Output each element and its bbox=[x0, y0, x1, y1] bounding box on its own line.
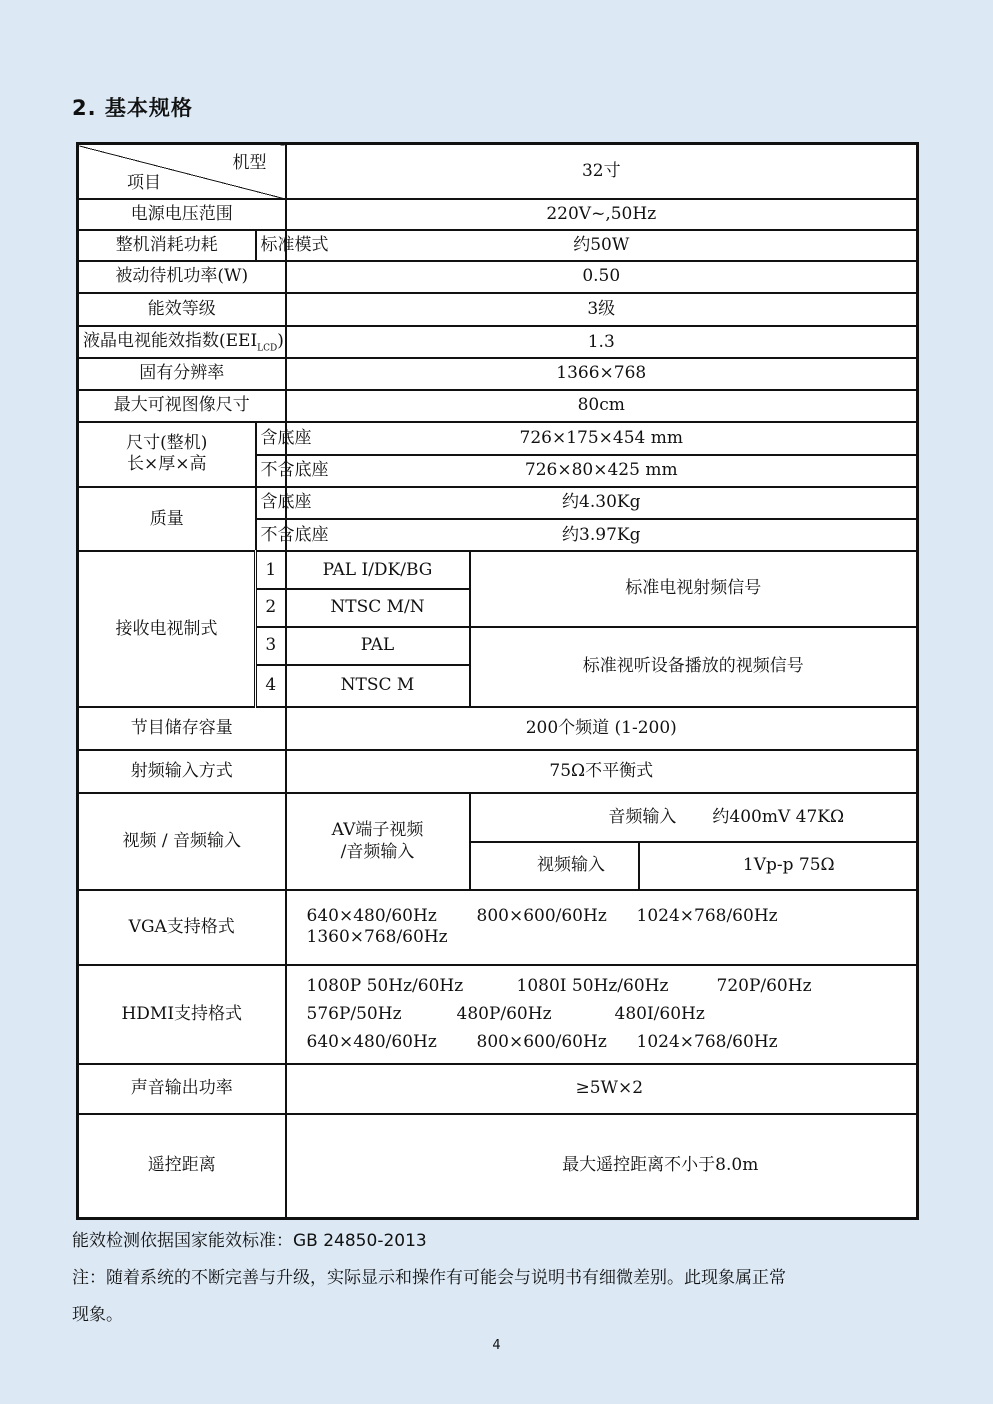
power-mode-label: 标准模式 bbox=[256, 230, 286, 261]
tv-system-num: 3 bbox=[256, 627, 286, 665]
hdmi-label: HDMI支持格式 bbox=[78, 965, 286, 1063]
remote-label: 遥控距离 bbox=[78, 1114, 286, 1219]
table-row bbox=[78, 707, 918, 750]
audio-out-value: ≥5W×2 bbox=[286, 1064, 918, 1114]
rf-input-value: 75Ω不平衡式 bbox=[286, 750, 918, 793]
weight-without-base-label: 不含底座 bbox=[256, 519, 286, 551]
table-row bbox=[78, 1114, 918, 1219]
table-row bbox=[78, 750, 918, 793]
table-row bbox=[78, 487, 918, 519]
weight-with-base-label: 含底座 bbox=[256, 487, 286, 519]
video-input-label: 视频输入 bbox=[470, 842, 639, 890]
footnote-note-continued: 现象。 bbox=[72, 1305, 123, 1325]
eei-value: 1.3 bbox=[286, 326, 918, 358]
resolution-value: 1366×768 bbox=[286, 358, 918, 389]
video-input-value: 1Vp-p 75Ω bbox=[639, 842, 918, 890]
table-row bbox=[78, 390, 918, 422]
tv-system-name: PAL I/DK/BG bbox=[286, 551, 470, 589]
efficiency-grade-label: 能效等级 bbox=[78, 293, 286, 326]
audio-input-row bbox=[470, 793, 918, 841]
table-row bbox=[78, 793, 918, 841]
dimension-without-base-value: 726×80×425 mm bbox=[286, 455, 918, 487]
max-view-label: 最大可视图像尺寸 bbox=[78, 390, 286, 422]
weight-with-base-value: 约4.30Kg bbox=[286, 487, 918, 519]
table-row bbox=[78, 1064, 918, 1114]
weight-without-base-value: 约3.97Kg bbox=[286, 519, 918, 551]
power-label: 整机消耗功耗 bbox=[78, 230, 256, 261]
table-row bbox=[78, 230, 918, 261]
vga-label: VGA支持格式 bbox=[78, 890, 286, 965]
table-row bbox=[78, 358, 918, 389]
voltage-label: 电源电压范围 bbox=[78, 199, 286, 230]
voltage-value: 220V~,50Hz bbox=[286, 199, 918, 230]
weight-label: 质量 bbox=[78, 487, 256, 551]
tv-system-name: NTSC M bbox=[286, 665, 470, 707]
av-io-label: 视频 / 音频输入 bbox=[78, 793, 286, 889]
tv-system-num: 1 bbox=[256, 551, 286, 589]
hdmi-values: 1080P 50Hz/60Hz 1080I 50Hz/60Hz 720P/60Hz 576P/50Hz 480P/60Hz 480I/60Hz 640×480/60Hz 800×600/60Hz 1024×768/60Hz bbox=[286, 965, 918, 1063]
channels-value: 200个频道 (1-200) bbox=[286, 707, 918, 750]
max-view-value: 80cm bbox=[286, 390, 918, 422]
vga-values: 640×480/60Hz 800×600/60Hz 1024×768/60Hz 1360×768/60Hz bbox=[286, 890, 918, 965]
tv-system-av-desc: 标准视听设备播放的视频信号 bbox=[470, 627, 918, 707]
table-row bbox=[78, 293, 918, 326]
tv-system-label: 接收电视制式 bbox=[78, 551, 256, 707]
model-header-label: 机型 bbox=[232, 153, 267, 173]
tv-system-name: PAL bbox=[286, 627, 470, 665]
audio-input-value: 约400mV 47KΩ bbox=[712, 806, 845, 827]
rf-input-label: 射频输入方式 bbox=[78, 750, 286, 793]
tv-system-rf-desc: 标准电视射频信号 bbox=[470, 551, 918, 626]
dimension-with-base-value: 726×175×454 mm bbox=[286, 422, 918, 455]
dimension-without-base-label: 不含底座 bbox=[256, 455, 286, 487]
table-row bbox=[78, 261, 918, 293]
table-row bbox=[78, 326, 918, 358]
table-row bbox=[78, 199, 918, 230]
standby-value: 0.50 bbox=[286, 261, 918, 293]
page-number: 4 bbox=[492, 1338, 501, 1353]
efficiency-grade-value: 3级 bbox=[286, 293, 918, 326]
table-header-row bbox=[78, 144, 918, 199]
power-value: 约50W bbox=[286, 230, 918, 261]
table-row bbox=[78, 890, 918, 965]
dimension-label: 尺寸(整机) 长×厚×高 bbox=[78, 422, 256, 487]
footnote-note: 注：随着系统的不断完善与升级，实际显示和操作有可能会与说明书有细微差别。此现象属正常 bbox=[72, 1268, 786, 1288]
dimension-with-base-label: 含底座 bbox=[256, 422, 286, 455]
eei-label: 液晶电视能效指数$(EEI_{LCD})$ bbox=[78, 326, 286, 358]
table-row bbox=[78, 551, 918, 589]
audio-input-label: 音频输入 bbox=[608, 806, 677, 827]
table-row bbox=[78, 965, 918, 1063]
resolution-label: 固有分辨率 bbox=[78, 358, 286, 389]
table-row bbox=[78, 422, 918, 455]
spec-table bbox=[76, 142, 919, 1220]
av-port-label: AV端子视频 /音频输入 bbox=[286, 793, 470, 889]
model-value: 32寸 bbox=[286, 144, 918, 199]
footnote-standard: 能效检测依据国家能效标准：GB 24850-2013 bbox=[72, 1231, 427, 1251]
tv-system-num: 2 bbox=[256, 589, 286, 626]
standby-label: 被动待机功率(W) bbox=[78, 261, 286, 293]
section-title: 2. 基本规格 bbox=[72, 96, 193, 120]
header-diagonal-cell bbox=[78, 144, 286, 199]
remote-value: 最大遥控距离不小于8.0m bbox=[286, 1114, 918, 1219]
tv-system-num: 4 bbox=[256, 665, 286, 707]
channels-label: 节目储存容量 bbox=[78, 707, 286, 750]
item-header-label: 项目 bbox=[127, 172, 161, 193]
audio-out-label: 声音输出功率 bbox=[78, 1064, 286, 1114]
tv-system-name: NTSC M/N bbox=[286, 589, 470, 626]
